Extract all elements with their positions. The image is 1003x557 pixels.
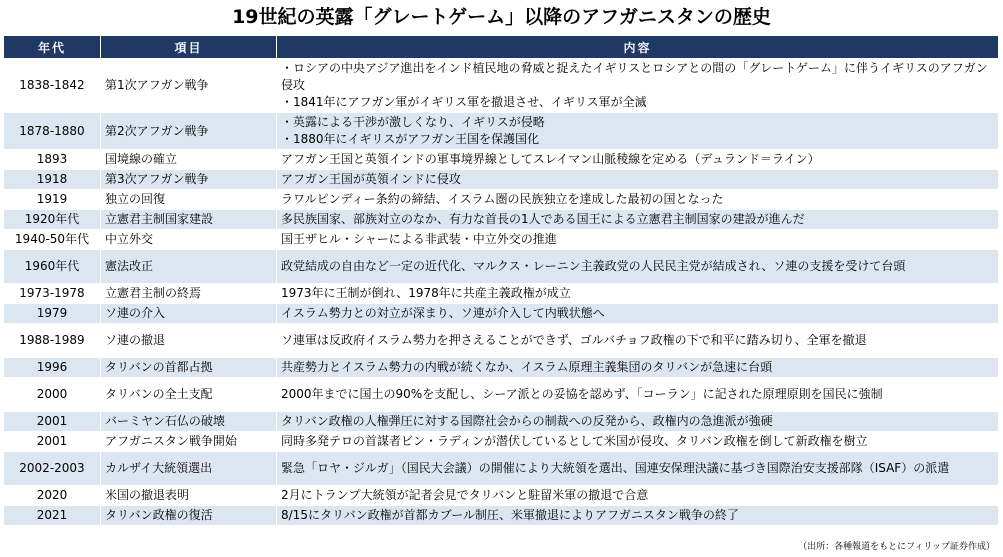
row-content [277,358,999,378]
row-item: タリバン政権の復活 [101,506,277,526]
row-content [277,190,999,210]
row-item: 中立外交 [101,230,277,250]
row-year: 2021 [4,506,101,526]
row-content [277,230,999,250]
row-year: 1919 [4,190,101,210]
content-line: 同時多発テロの首謀者ビン・ラディンが潜伏しているとして米国が侵攻、タリバン政権を倒して新政権を樹立 [281,434,868,448]
table-row [4,190,999,210]
content-line: イスラム勢力との対立が深まり、ソ連が介入して内戦状態へ [281,306,605,320]
row-year: 2000 [4,378,101,412]
table-row [4,284,999,304]
content-line: 政党結成の自由など一定の近代化、マルクス・レーニン主義政党の人民民主党が結成され、ソ連の支援を受けて台頭 [281,259,906,273]
row-year: 1940-50年代 [4,230,101,250]
table-row [4,230,999,250]
row-item: 第2次アフガン戦争 [101,113,277,150]
row-content [277,284,999,304]
table-row [4,486,999,506]
content-line: ・ロシアの中央アジア進出をインド植民地の脅威と捉えたイギリスとロシアとの間の「グレートゲーム」に伴うイギリスのアフガン侵攻 [281,61,988,92]
row-item: カルザイ大統領選出 [101,452,277,486]
row-year: 1918 [4,170,101,190]
table-header-row [4,36,999,59]
table-row [4,170,999,190]
table-row [4,412,999,432]
row-item: 立憲君主制国家建設 [101,210,277,230]
row-year: 1838-1842 [4,59,101,113]
content-line: 8/15にタリバン政権が首都カブール制圧、米軍撤退によりアフガニスタン戦争の終了 [281,508,739,522]
row-item: アフガニスタン戦争開始 [101,432,277,452]
header-content: 内容 [277,36,999,59]
row-year: 1996 [4,358,101,378]
row-content [277,59,999,113]
header-item: 項目 [101,36,277,59]
row-item: ソ連の介入 [101,304,277,324]
history-table [3,35,999,526]
table-row [4,210,999,230]
row-year: 2002-2003 [4,452,101,486]
row-content [277,150,999,170]
content-line: ・1880年にイギリスがアフガン王国を保護国化 [281,132,540,146]
content-line: 多民族国家、部族対立のなか、有力な首長の1人である国王による立憲君主制国家の建設が進んだ [281,212,805,226]
row-content [277,506,999,526]
page-title: 19世紀の英露「グレートゲーム」以降のアフガニスタンの歴史 [232,6,771,28]
row-year: 1960年代 [4,250,101,284]
row-item: 立憲君主制の終焉 [101,284,277,304]
row-content [277,304,999,324]
row-item: 米国の撤退表明 [101,486,277,506]
table-row [4,432,999,452]
table-row [4,150,999,170]
row-item: 憲法改正 [101,250,277,284]
row-content [277,378,999,412]
table-row [4,250,999,284]
table-row [4,324,999,358]
row-content [277,412,999,432]
row-item: 国境線の確立 [101,150,277,170]
content-line: ソ連軍は反政府イスラム勢力を押さえることができず、ゴルバチョフ政権の下で和平に踏み切り、全軍を撤退 [281,333,867,347]
row-item: 第3次アフガン戦争 [101,170,277,190]
content-line: 2月にトランプ大統領が記者会見でタリバンと駐留米軍の撤退で合意 [281,488,649,502]
row-year: 2001 [4,432,101,452]
table-row [4,113,999,150]
row-year: 1920年代 [4,210,101,230]
table-body [4,59,999,526]
header-year: 年代 [4,36,101,59]
row-item: タリバンの全土支配 [101,378,277,412]
row-year: 1973-1978 [4,284,101,304]
content-line: ・1841年にアフガン軍がイギリス軍を撤退させ、イギリス軍が全滅 [281,95,647,109]
row-item: バーミヤン石仏の破壊 [101,412,277,432]
row-content [277,170,999,190]
row-content [277,113,999,150]
content-line: タリバン政権の人権弾圧に対する国際社会からの制裁への反発から、政権内の急進派が強硬 [281,414,773,428]
row-year: 1988-1989 [4,324,101,358]
table-row [4,304,999,324]
table-row [4,506,999,526]
row-year: 2001 [4,412,101,432]
row-content [277,432,999,452]
table-row [4,59,999,113]
content-line: 国王ザヒル・シャーによる非武装・中立外交の推進 [281,232,557,246]
content-line: ・英露による干渉が激しくなり、イギリスが侵略 [281,115,545,129]
table-row [4,452,999,486]
content-line: アフガン王国が英領インドに侵攻 [281,172,461,186]
row-item: 独立の回復 [101,190,277,210]
row-content [277,250,999,284]
row-content [277,210,999,230]
row-item: ソ連の撤退 [101,324,277,358]
row-item: タリバンの首都占拠 [101,358,277,378]
row-year: 1893 [4,150,101,170]
row-content [277,452,999,486]
row-content [277,324,999,358]
row-year: 1878-1880 [4,113,101,150]
content-line: アフガン王国と英領インドの軍事境界線としてスレイマン山脈稜線を定める（デュランド＝ライン） [281,152,820,166]
row-year: 2020 [4,486,101,506]
content-line: 1973年に王制が倒れ、1978年に共産主義政権が成立 [281,286,571,300]
content-line: ラワルピンディー条約の締結、イスラム圏の民族独立を達成した最初の国となった [281,192,724,206]
content-line: 2000年までに国土の90%を支配し、シーア派との妥協を認めず、「コーラン」に記された原理原則を国民に強制 [281,387,883,401]
content-line: 共産勢力とイスラム勢力の内戦が続くなか、イスラム原理主義集団のタリバンが急速に台頭 [281,360,773,374]
row-item: 第1次アフガン戦争 [101,59,277,113]
row-content [277,486,999,506]
content-line: 緊急「ロヤ・ジルガ」（国民大会議）の開催により大統領を選出、国連安保理決議に基づき国際治安支援部隊（ISAF）の派遣 [281,461,950,475]
table-row [4,358,999,378]
source-footnote: （出所：各種報道をもとにフィリップ証券作成） [798,542,995,552]
row-year: 1979 [4,304,101,324]
table-row [4,378,999,412]
